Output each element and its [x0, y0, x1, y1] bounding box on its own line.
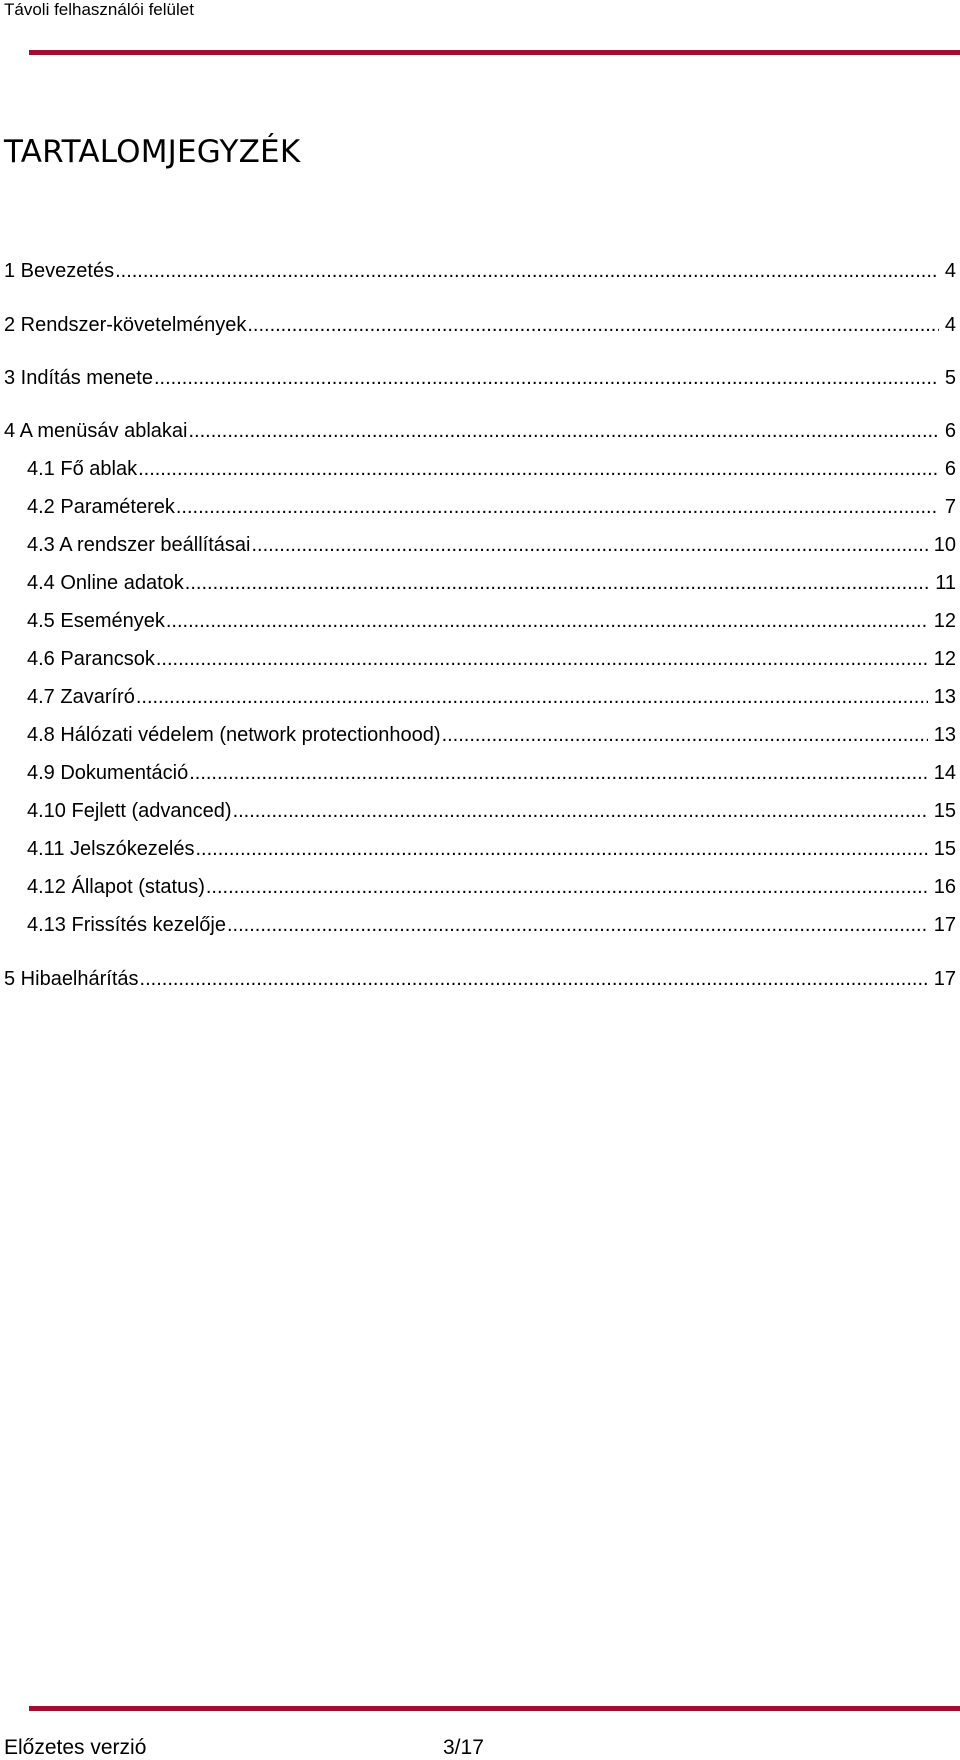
toc-entry-page: 10	[933, 534, 956, 556]
toc-entry-text: 4.11 Jelszókezelés	[27, 838, 195, 860]
toc-entry-page: 13	[933, 686, 956, 708]
toc-entry-page: 12	[933, 610, 956, 632]
toc-entry-text: 2 Rendszer-követelmények	[4, 314, 247, 336]
toc-entry-4-10[interactable]	[27, 798, 956, 824]
toc-entry-text: 4.4 Online adatok	[27, 572, 184, 594]
toc-entry-4-6[interactable]	[27, 646, 956, 672]
toc-entry-4-8[interactable]	[27, 722, 956, 748]
toc-entry-page: 15	[933, 800, 956, 822]
toc-leader-dots	[185, 570, 929, 596]
toc-leader-dots	[156, 646, 928, 672]
toc-entry-4-5[interactable]	[27, 608, 956, 634]
toc-entry-2[interactable]	[4, 312, 956, 338]
toc-entry-page: 14	[933, 762, 956, 784]
toc-entry-text: 4 A menüsáv ablakai	[4, 420, 188, 442]
toc-entry-4-3[interactable]	[27, 532, 956, 558]
toc-entry-page: 17	[933, 968, 956, 990]
toc-entry-5[interactable]	[4, 966, 956, 992]
toc-entry-4-9[interactable]	[27, 760, 956, 786]
toc-entry-text: 4.12 Állapot (status)	[27, 876, 205, 898]
toc-entry-page: 6	[944, 420, 956, 442]
toc-entry-1[interactable]	[4, 258, 956, 284]
toc-entry-4-13[interactable]	[27, 912, 956, 938]
toc-leader-dots	[196, 836, 928, 862]
toc-leader-dots	[136, 684, 928, 710]
toc-entry-4-7[interactable]	[27, 684, 956, 710]
toc-entry-page: 6	[944, 458, 956, 480]
footer-version: Előzetes verzió	[4, 1736, 147, 1759]
toc-entry-4-1[interactable]	[27, 456, 956, 482]
toc-title: TARTALOMJEGYZÉK	[4, 133, 301, 170]
footer-page-number: 3/17	[443, 1736, 484, 1759]
toc-entry-text: 4.3 A rendszer beállításai	[27, 534, 251, 556]
toc-leader-dots	[154, 365, 939, 391]
toc-entry-4-4[interactable]	[27, 570, 956, 596]
toc-leader-dots	[189, 760, 928, 786]
toc-entry-text: 1 Bevezetés	[4, 260, 115, 282]
toc-entry-text: 4.6 Parancsok	[27, 648, 155, 670]
toc-leader-dots	[206, 874, 928, 900]
toc-leader-dots	[227, 912, 928, 938]
toc-entry-text: 4.1 Fő ablak	[27, 458, 138, 480]
toc-entry-page: 4	[944, 314, 956, 336]
toc-leader-dots	[188, 418, 938, 444]
toc-leader-dots	[251, 532, 927, 558]
toc-entry-text: 4.2 Paraméterek	[27, 496, 175, 518]
toc-leader-dots	[138, 456, 939, 482]
toc-entry-4[interactable]	[4, 418, 956, 444]
toc-entry-page: 12	[933, 648, 956, 670]
toc-entry-page: 16	[933, 876, 956, 898]
toc-entry-text: 4.13 Frissítés kezelője	[27, 914, 226, 936]
toc-leader-dots	[442, 722, 928, 748]
toc-entry-text: 3 Indítás menete	[4, 367, 153, 389]
toc-entry-page: 7	[944, 496, 956, 518]
toc-entry-4-12[interactable]	[27, 874, 956, 900]
toc-leader-dots	[233, 798, 928, 824]
toc-entry-text: 4.9 Dokumentáció	[27, 762, 189, 784]
toc-leader-dots	[166, 608, 928, 634]
toc-entry-text: 4.10 Fejlett (advanced)	[27, 800, 232, 822]
toc-leader-dots	[115, 258, 939, 284]
toc-entry-3[interactable]	[4, 365, 956, 391]
toc-entry-text: 4.5 Események	[27, 610, 165, 632]
toc-entry-text: 4.8 Hálózati védelem (network protectionhood)	[27, 724, 441, 746]
toc-entry-text: 5 Hibaelhárítás	[4, 968, 139, 990]
toc-entry-page: 11	[935, 572, 956, 594]
toc-leader-dots	[247, 312, 939, 338]
toc-entry-page: 13	[933, 724, 956, 746]
toc-entry-page: 5	[944, 367, 956, 389]
toc-entry-4-2[interactable]	[27, 494, 956, 520]
toc-entry-4-11[interactable]	[27, 836, 956, 862]
toc-leader-dots	[176, 494, 939, 520]
toc-entry-page: 15	[933, 838, 956, 860]
toc-leader-dots	[140, 966, 928, 992]
toc-entry-page: 17	[933, 914, 956, 936]
footer-rule	[29, 1706, 960, 1711]
toc-entry-text: 4.7 Zavaríró	[27, 686, 135, 708]
toc-entry-page: 4	[944, 260, 956, 282]
running-header-title: Távoli felhasználói felület	[4, 0, 194, 19]
